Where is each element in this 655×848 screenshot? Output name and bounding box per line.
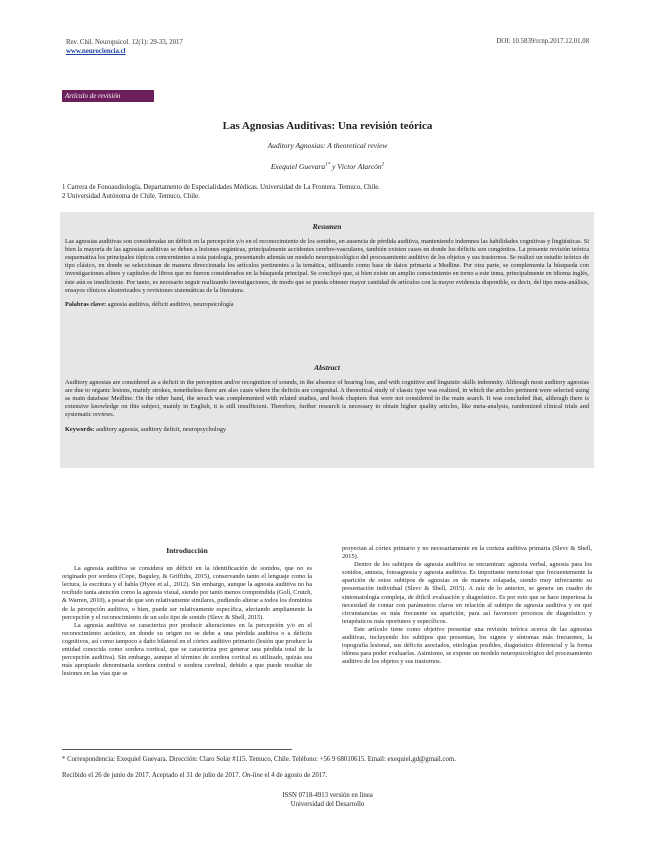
abstract-text: Auditory agnosias are considered as a deficit in the perception and/or recognition of sounds, in the absence of hearing loss, and with cognitive and linguistic skills indemnity. Although most auditory agnosias are due to organic lesions, mainly strokes, nonetheless there are also cases where the deficits are congenital. A theoretical study of classic type was realized, in which the articles pertinent were selected using as main database Medline. On the other hand, the serach was complemented with related studies, and book chapters that were not considered in the main search. It was concluded that, although there is extensive knowledge on this subject, mainly in English, it is still insufficient. Therefore, further research is necessary to obtain higher quality articles, like meta-analysis, randomized clinical trials and systematic reviews. <box>65 379 589 419</box>
journal-website-link[interactable]: www.neurociencia.cl <box>66 48 126 55</box>
intro-right-column <box>342 545 592 666</box>
correspondence-note: * Correspondencia: Exequiel Guevara. Dirección: Claro Solar #115. Temuco, Chile. Teléfono: +56 9 68010615. Email: exequiel.gd@gmail.com. <box>62 756 456 763</box>
journal-header <box>66 38 183 56</box>
resumen-keywords-label: Palabras clave: <box>65 300 107 308</box>
abstract-heading: Abstract <box>314 363 340 372</box>
resumen-box <box>60 212 594 352</box>
journal-citation: Rev. Chil. Neuropsicol. 12(1): 29-33, 2017 <box>66 39 183 46</box>
intro-paragraph: proyectan al córtex primario y no necesariamente en la corteza auditiva primaria (Slevc & Shell, 2015). <box>342 545 592 561</box>
footnotes <box>62 756 602 780</box>
resumen-keywords-list: agnosia auditiva, déficit auditivo, neuropsicología <box>106 300 234 308</box>
received-prefix: Recibido el 26 de junio de 2017. Aceptado el 31 de julio de 2017. <box>62 771 243 779</box>
intro-left-column <box>62 547 312 678</box>
issn-line: ISSN 0718-4913 versión en línea <box>282 792 373 799</box>
authors-connector: y <box>330 162 338 171</box>
received-note <box>62 772 602 781</box>
abstract-box <box>60 352 594 468</box>
received-suffix: el 4 de agosto de 2017. <box>262 771 328 779</box>
abstract-keywords-label: Keywords: <box>65 425 95 433</box>
issn-block <box>0 792 655 809</box>
author-2: Víctor Alarcón <box>337 162 382 171</box>
intro-paragraph: La agnosia auditiva se considera un déficit en la identificación de sonidos, que no es originado por sordera (Cope, Baguley, & Griffiths, 2015), conservando tanto el lenguaje como la lectura, la escritura y el habla (Hyee et al., 2012). Sin embargo, aunque la agnosia auditiva no ha recibido tanta atención como la agnosia visual, siendo por tanto menos comprendida (Golí, Crutch, & Warren, 2010), a pesar de que son relativamente similares, pudiendo alterar a todos los dominios de la percepción auditiva, o bien, puede ser relativamente específica, afectando ampliamente la percepción y el reconocimiento de un solo tipo de sonido (Slevc & Shell, 2015). <box>62 565 312 621</box>
resumen-text: Las agnosias auditivas son consideradas un déficit en la percepción y/o en el reconocimiento de los sonidos, en ausencia de pérdida auditiva, manteniendo indemnes las habilidades cognitivas y lingüísticas. Si bien la mayoría de las agnosias auditivas se deben a lesiones orgánicas, principalmente accidentes cerebro-vasculares, también existen casos en donde los déficits son congénitos. La presente revisión teórica esquematiza los principales tópicos concernientes a esta patología, presentando además un modelo neuropsicológico del procesamiento auditivo de los objetos y sus trastornos. Se realizó un estudio teórico de tipo clásico, en donde se seleccionan de manera direccionada los artículos pertinentes a la temática, utilizando como base de datos primaria a Medline. Por otra parte, se complementa la búsqueda con investigaciones afines y capítulos de libros que no fueron considerados en la búsqueda principal. Se concluyó que, si bien existe un amplio conocimiento en torno a este tema, principalmente en idioma inglés, éste aún es insuficiente. Por tanto, es necesario seguir realizando investigaciones, de modo que se pueda obtener mayor cantidad de artículos con la mayor evidencia disponible, es decir, del tipo meta-análisis, ensayos clínicos aleatorizados y revisiones sistemáticas de la literatura. <box>65 238 589 294</box>
article-title: Las Agnosias Auditivas: Una revisión teórica <box>222 120 433 132</box>
intro-heading: Introducción <box>166 546 208 555</box>
abstract-keywords-list: auditory agnosia, auditory deficit, neuropsychology <box>94 425 227 433</box>
resumen-heading: Resumen <box>312 222 342 231</box>
online-label: On-line <box>242 771 263 779</box>
article-type-badge: Artículo de revisión <box>62 90 154 102</box>
footnote-divider <box>62 749 292 750</box>
article-subtitle: Auditory Agnosias: A theoretical review <box>267 141 388 150</box>
resumen-keywords <box>65 301 589 309</box>
author-1-sup: 1* <box>325 162 331 168</box>
abstract-keywords <box>65 426 589 434</box>
affiliation-2: 2 Universidad Autónoma de Chile. Temuco, Chile. <box>62 192 200 200</box>
author-2-sup: 2 <box>381 162 385 168</box>
intro-paragraph: Dentro de los subtipos de agnosia auditiva se encuentran: agnosia verbal, agnosia para los sonidos, amusia, fonoagnosia y agnosia auditiva. Es importante mencionar que frecuentemente la aparición de estos subtipos de agnosias es de manera solapada, siendo muy infrecuente su presentación individual (Slevc & Shell, 2015). A raíz de lo anterior, se genera un cuadro de sintomatología compleja, de difícil evaluación y diagnóstico. Es por esto que se hace imperiosa la necesidad de contar con parámetros claros en relación al subtipo de agnosia auditiva y en qué circunstancias es más frecuente su aparición, para así favorecer procesos de diagnóstico y terapéuticos más oportunos y específicos. <box>342 561 592 625</box>
authors <box>0 162 655 171</box>
intro-paragraph: Este artículo tiene como objetivo presentar una revisión teórica acerca de las agnosias auditivas, incluyendo los subtipos que presentan, los signos y síntomas más frecuentes, la topografía lesional, sus déficits asociados, etiologías posibles, diagnóstico diferencial y la forma idónea para poder evaluarlas. Asimismo, se expone un modelo neuropsicológico del procesamiento auditivo de los objetos y sus trastornos. <box>342 625 592 666</box>
publisher-line: Universidad del Desarrollo <box>290 800 365 808</box>
affiliations <box>62 184 602 201</box>
author-1: Exequiel Guevara <box>270 162 326 171</box>
affiliation-1: 1 Carrera de Fonoaudiología, Departamento de Especialidades Médicas. Universidad de La Frontera. Temuco, Chile. <box>62 184 380 191</box>
doi: DOI: 10.5839/rcnp.2017.12.01.08 <box>496 38 589 45</box>
intro-paragraph: La agnosia auditiva se caracteriza por producir alteraciones en la percepción y/o en el reconocimiento acústico, en donde su origen no se debe a una pérdida auditiva o a déficits cognitivos, así como tampoco a daño bilateral en el córtex auditivo primario (lesión que produce la entidad conocida como sordera cortical, que se caracteriza por generar una pérdida total de la percepción auditiva). Sin embargo, aunque el término de sordera cortical es utilizado, quizás sea más apropiado denominarla sordera central o sordera cerebral, debido a que puede resultar de lesiones en las vías que se <box>62 621 312 678</box>
